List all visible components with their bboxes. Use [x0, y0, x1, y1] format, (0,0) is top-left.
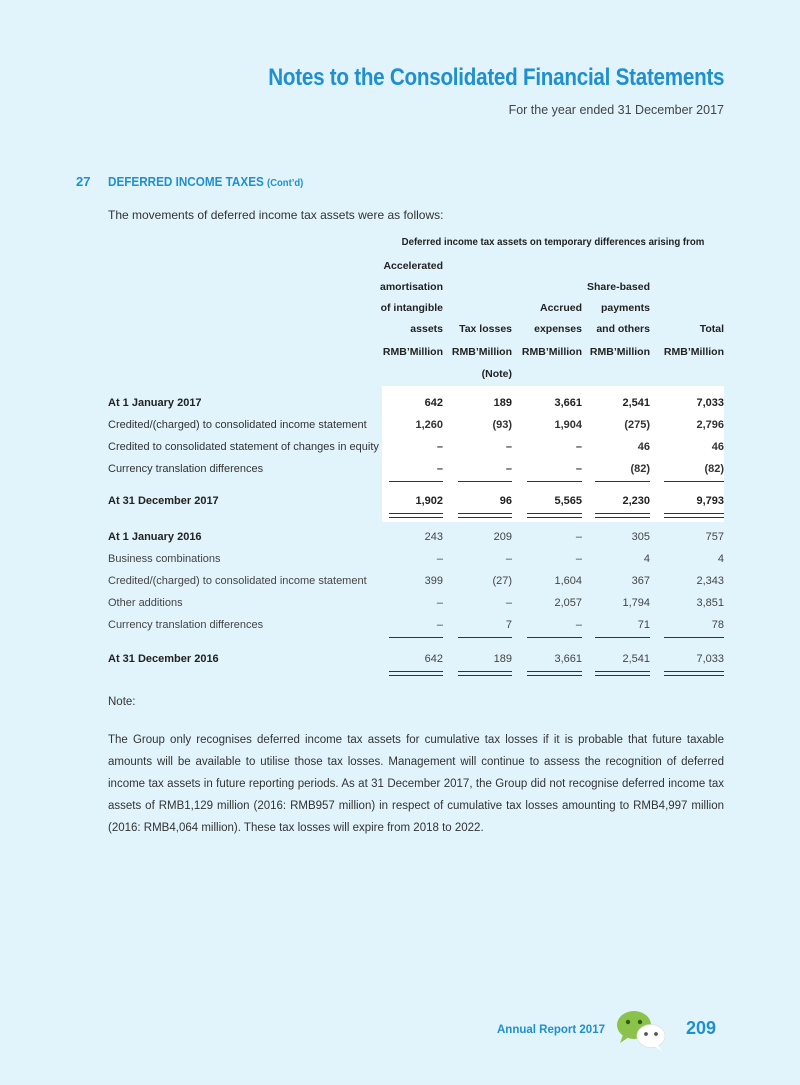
- double-rule: [664, 671, 724, 676]
- unit-label: RMB’Million: [521, 346, 582, 358]
- table-row: Currency translation differences – – – (82) (82): [108, 463, 724, 475]
- section-cont: (Cont’d): [267, 177, 304, 189]
- section-intro: The movements of deferred income tax assets were as follows:: [108, 208, 444, 222]
- double-rule: [595, 671, 650, 676]
- double-rule: [389, 513, 443, 518]
- table-row: Credited/(charged) to consolidated income statement 1,260 (93) 1,904 (275) 2,796: [108, 419, 724, 431]
- table-row: At 31 December 2016 642 189 3,661 2,541 7,033: [108, 653, 724, 665]
- table-group-header: Deferred income tax assets on temporary differences arising from: [401, 236, 705, 248]
- double-rule: [595, 513, 650, 518]
- double-rule: [527, 671, 582, 676]
- double-rule: [664, 513, 724, 518]
- rule: [527, 637, 582, 638]
- rule: [458, 481, 512, 482]
- page-number: 209: [686, 1018, 717, 1038]
- footer-report-label: Annual Report 2017: [497, 1024, 605, 1036]
- table-row: At 1 January 2017 642 189 3,661 2,541 7,033: [108, 397, 724, 409]
- section-title: DEFERRED INCOME TAXES (Cont’d): [108, 174, 304, 189]
- page-title: Notes to the Consolidated Financial Statements: [267, 64, 724, 91]
- col-header-total: Total: [699, 323, 724, 335]
- table-row: At 31 December 2017 1,902 96 5,565 2,230 9,793: [108, 495, 724, 507]
- col-header-accrued: Accrued expenses: [534, 302, 582, 335]
- unit-label: RMB’Million: [451, 346, 512, 358]
- col-header-amortisation: Accelerated amortisation of intangible assets: [379, 260, 443, 335]
- note-marker: (Note): [481, 368, 512, 380]
- double-rule: [458, 671, 512, 676]
- double-rule: [458, 513, 512, 518]
- table-row: Credited to consolidated statement of changes in equity – – – 46 46: [108, 441, 724, 453]
- unit-label: RMB’Million: [382, 346, 443, 358]
- page-subtitle: For the year ended 31 December 2017: [508, 103, 724, 117]
- rule: [389, 481, 443, 482]
- section-heading: [76, 174, 325, 189]
- rule: [664, 637, 724, 638]
- section-number: 27: [76, 174, 91, 189]
- wechat-logo-icon: [614, 1008, 670, 1052]
- table-row: Business combinations – – – 4 4: [108, 553, 724, 565]
- double-rule: [527, 513, 582, 518]
- table-row: Credited/(charged) to consolidated income statement 399 (27) 1,604 367 2,343: [108, 575, 724, 587]
- unit-label: RMB’Million: [663, 346, 724, 358]
- col-header-share-based: Share-based payments and others: [586, 281, 650, 335]
- rule: [527, 481, 582, 482]
- note-paragraph: The Group only recognises deferred income tax assets for cumulative tax losses if it is probable that future taxable amounts will be available to utilise those tax losses. Management will continue to assess the recognition of deferred income tax assets in future reporting periods. As at 31 December 2017, the Group did not recognise deferred income tax assets of RMB1,129 million (2016: RMB957 million) in respect of cumulative tax losses amounting to RMB4,997 million (2016: RMB4,064 million). These tax losses will expire from 2018 to 2022.: [108, 734, 724, 834]
- table-row: At 1 January 2016 243 209 – 305 757: [108, 531, 724, 543]
- note-label: Note:: [108, 696, 136, 708]
- rule: [458, 637, 512, 638]
- rule: [664, 481, 724, 482]
- double-rule: [389, 671, 443, 676]
- rule: [595, 637, 650, 638]
- table-row: Currency translation differences – 7 – 71 78: [108, 619, 724, 631]
- table-row: Other additions – – 2,057 1,794 3,851: [108, 597, 724, 609]
- rule: [595, 481, 650, 482]
- unit-label: RMB’Million: [589, 346, 650, 358]
- col-header-tax-losses: Tax losses: [459, 323, 512, 335]
- rule: [389, 637, 443, 638]
